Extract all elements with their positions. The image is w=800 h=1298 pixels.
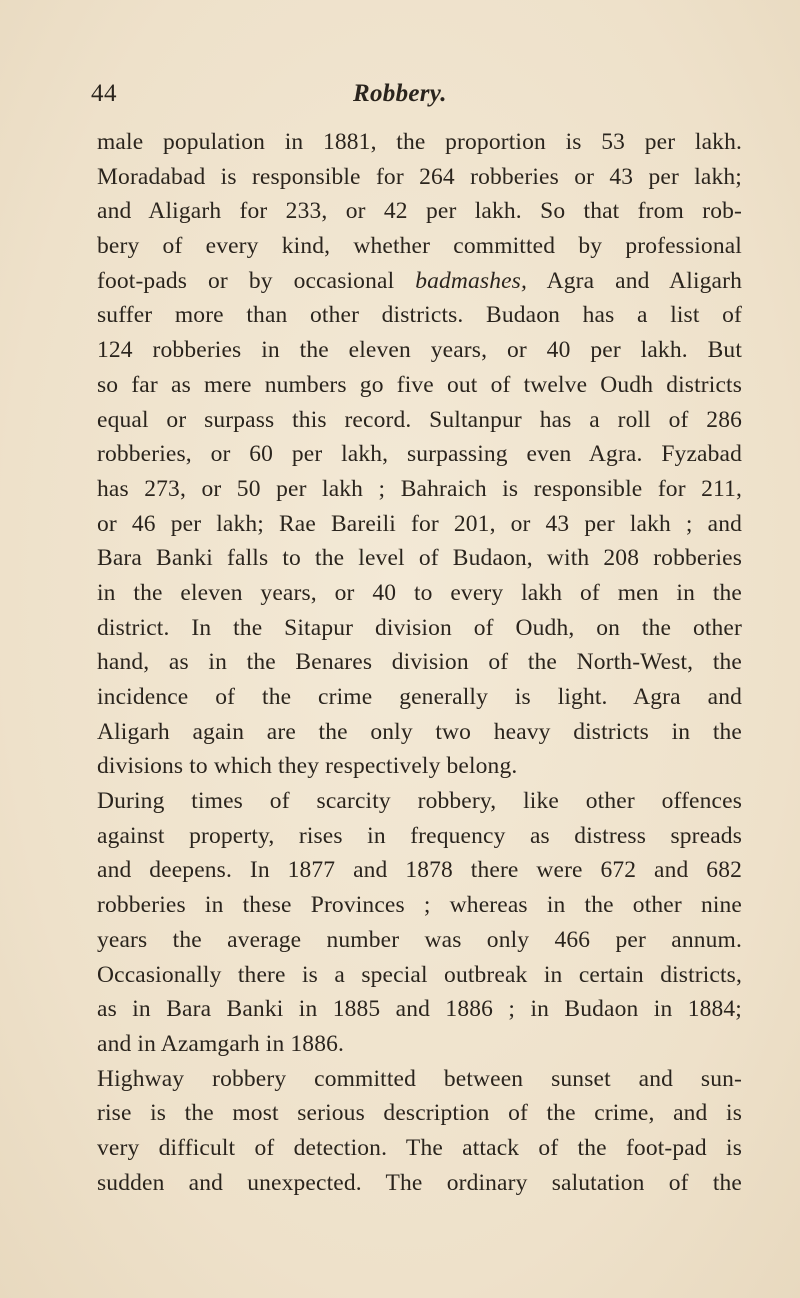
text-line: hand, as in the Benares division of the North-West, the <box>97 649 742 676</box>
text-line: or 46 per lakh; Rae Bareili for 201, or 43 per lakh ; and <box>97 510 742 537</box>
text-line: male population in 1881, the proportion is 53 per lakh. <box>97 129 742 155</box>
text-segment: Agra and Aligarh <box>527 267 743 294</box>
text-line: so far as mere numbers go five out of twelve Oudh districts <box>97 371 742 398</box>
body-text <box>97 125 742 1200</box>
text-line: robberies, or 60 per lakh, surpassing even Agra. Fyzabad <box>97 441 742 468</box>
text-line: and deepens. In 1877 and 1878 there were 672 and 682 <box>97 857 742 884</box>
text-line: has 273, or 50 per lakh ; Bahraich is responsible for 211, <box>97 475 742 502</box>
text-line: sudden and unexpected. The ordinary salutation of the <box>97 1169 742 1196</box>
text-line: equal or surpass this record. Sultanpur has a roll of 286 <box>97 406 742 433</box>
text-line: Occasionally there is a special outbreak in certain districts, <box>97 961 742 988</box>
text-line: Aligarh again are the only two heavy districts in the <box>97 718 742 745</box>
text-line: Moradabad is responsible for 264 robberies or 43 per lakh; <box>97 163 742 190</box>
text-line: Highway robbery committed between sunset and sun- <box>97 1065 742 1092</box>
text-line: very difficult of detection. The attack of the foot-pad is <box>97 1134 742 1161</box>
text-line: district. In the Sitapur division of Oudh, on the other <box>97 614 742 641</box>
text-line: and Aligarh for 233, or 42 per lakh. So that from rob- <box>97 198 742 225</box>
text-line: During times of scarcity robbery, like other offences <box>97 788 742 815</box>
text-line: divisions to which they respectively belong. <box>97 753 518 780</box>
page-number: 44 <box>91 80 117 107</box>
page-header <box>91 80 741 114</box>
text-line: 124 robberies in the eleven years, or 40 per lakh. But <box>97 337 742 364</box>
text-line: rise is the most serious description of the crime, and is <box>97 1100 742 1127</box>
italic-term: badmashes, <box>415 267 528 294</box>
text-line: as in Bara Banki in 1885 and 1886 ; in Budaon in 1884; <box>97 996 742 1023</box>
text-line: bery of every kind, whether committed by professional <box>97 233 742 260</box>
text-line: in the eleven years, or 40 to every lakh of men in the <box>97 579 742 606</box>
text-line <box>97 264 742 299</box>
running-head: Robbery. <box>353 80 447 107</box>
text-line: Bara Banki falls to the level of Budaon, with 208 robberies <box>97 545 742 572</box>
text-line: robberies in these Provinces ; whereas in the other nine <box>97 892 742 919</box>
text-line: and in Azamgarh in 1886. <box>97 1030 345 1057</box>
text-line: years the average number was only 466 per annum. <box>97 926 742 953</box>
text-line: suffer more than other districts. Budaon has a list of <box>97 302 742 329</box>
text-line: against property, rises in frequency as distress spreads <box>97 822 742 849</box>
text-segment: foot-pads or by occasional <box>97 267 416 294</box>
text-line: incidence of the crime generally is light. Agra and <box>97 684 742 710</box>
